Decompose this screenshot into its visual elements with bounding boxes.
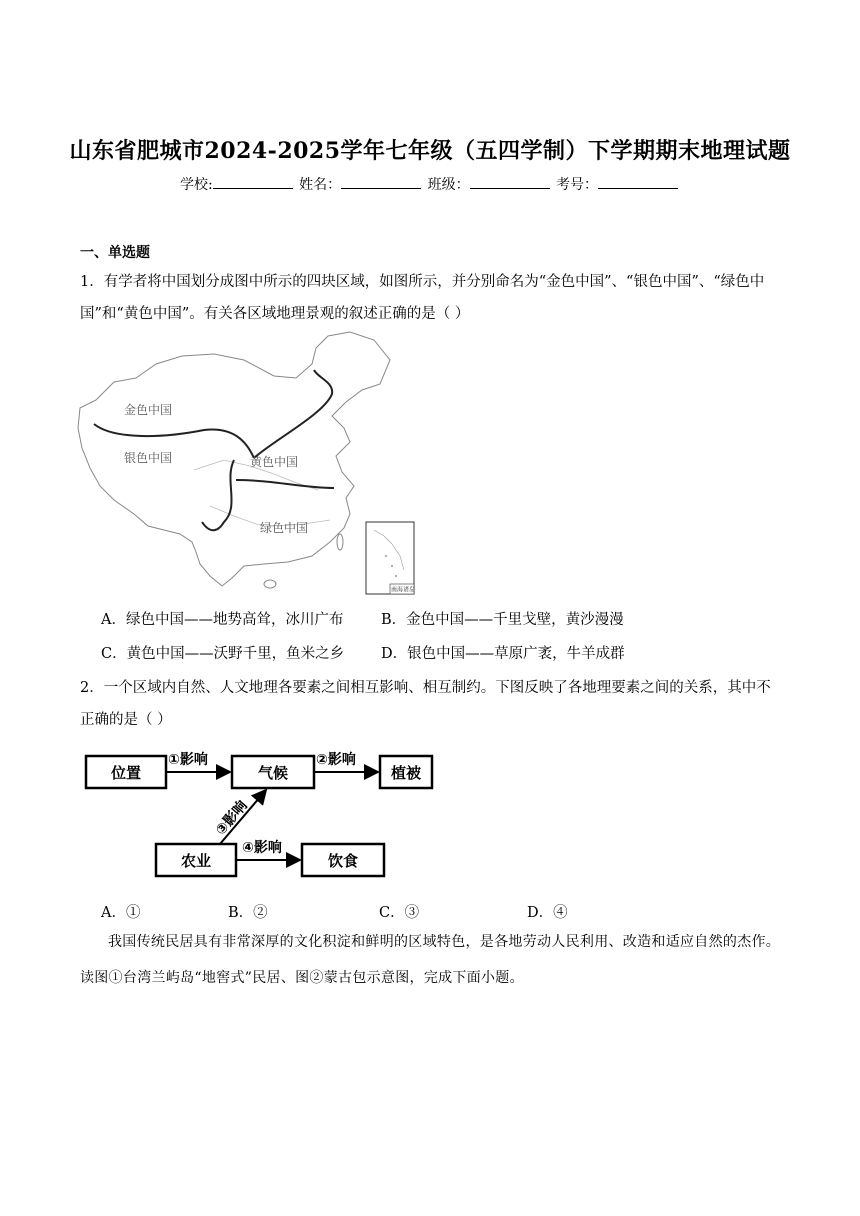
label-gold-china: 金色中国 [124, 403, 173, 417]
q1-option-d[interactable]: D．银色中国——草原广袤，牛羊成群 [381, 646, 625, 662]
box-climate-text: 气候 [257, 764, 289, 782]
name-label: 姓名： [299, 177, 342, 193]
name-blank [341, 176, 421, 189]
q2-option-c[interactable]: C．③ [379, 905, 420, 921]
south-china-sea-inset [366, 522, 414, 594]
label-yellow-china: 黄色中国 [250, 455, 299, 469]
section-heading: 一、单选题 [80, 245, 150, 261]
box-location-text: 位置 [110, 764, 142, 782]
q1-option-a[interactable]: A．绿色中国——地势高耸，冰川广布 [101, 612, 344, 628]
arrow-1-label: ①影响 [168, 752, 208, 768]
box-vegetation-text: 植被 [390, 764, 422, 782]
arrow-4-label: ④影响 [242, 840, 282, 856]
inset-label: 南海诸岛 [391, 586, 416, 594]
arrow-3-label: ③影响 [212, 797, 251, 839]
arrow-2-label: ②影响 [316, 752, 356, 768]
q1-option-c[interactable]: C．黄色中国——沃野千里，鱼米之乡 [101, 646, 345, 662]
student-info-line [0, 174, 860, 194]
box-agriculture-text: 农业 [180, 852, 212, 870]
school-blank [213, 176, 293, 189]
geography-elements-diagram [80, 744, 440, 880]
box-diet-text: 饮食 [327, 852, 359, 870]
q2-option-b[interactable]: B．② [228, 905, 268, 921]
class-label: 班级： [427, 177, 470, 193]
china-regions-map [74, 330, 424, 596]
q1-option-b[interactable]: B．金色中国——千里戈壁，黄沙漫漫 [381, 612, 624, 628]
school-label: 学校: [179, 177, 213, 193]
exam-no-label: 考号： [556, 177, 599, 193]
label-green-china: 绿色中国 [260, 521, 309, 535]
class-blank [470, 176, 550, 189]
q2-option-d[interactable]: D．④ [527, 905, 568, 921]
question-2-stem: 2．一个区域内自然、人文地理各要素之间相互影响、相互制约。下图反映了各地理要素之间的关系，其中不正确的是（ ） [80, 680, 771, 728]
question-1-stem: 1．有学者将中国划分成图中所示的四块区域，如图所示，并分别命名为“金色中国”、“银色中国”、“绿色中国”和“黄色中国”。有关各区域地理景观的叙述正确的是（ ） [80, 274, 765, 322]
page-title: 山东省肥城市2024-2025学年七年级（五四学制）下学期期末地理试题 [69, 138, 791, 164]
reading-passage: 我国传统民居具有非常深厚的文化积淀和鲜明的区域特色，是各地劳动人民利用、改造和适应自然的杰作。读图①台湾兰屿岛“地窖式”民居、图②蒙古包示意图，完成下面小题。 [80, 934, 781, 986]
exam-no-blank [598, 176, 678, 189]
q2-option-a[interactable]: A．① [101, 905, 141, 921]
label-silver-china: 银色中国 [124, 451, 173, 465]
